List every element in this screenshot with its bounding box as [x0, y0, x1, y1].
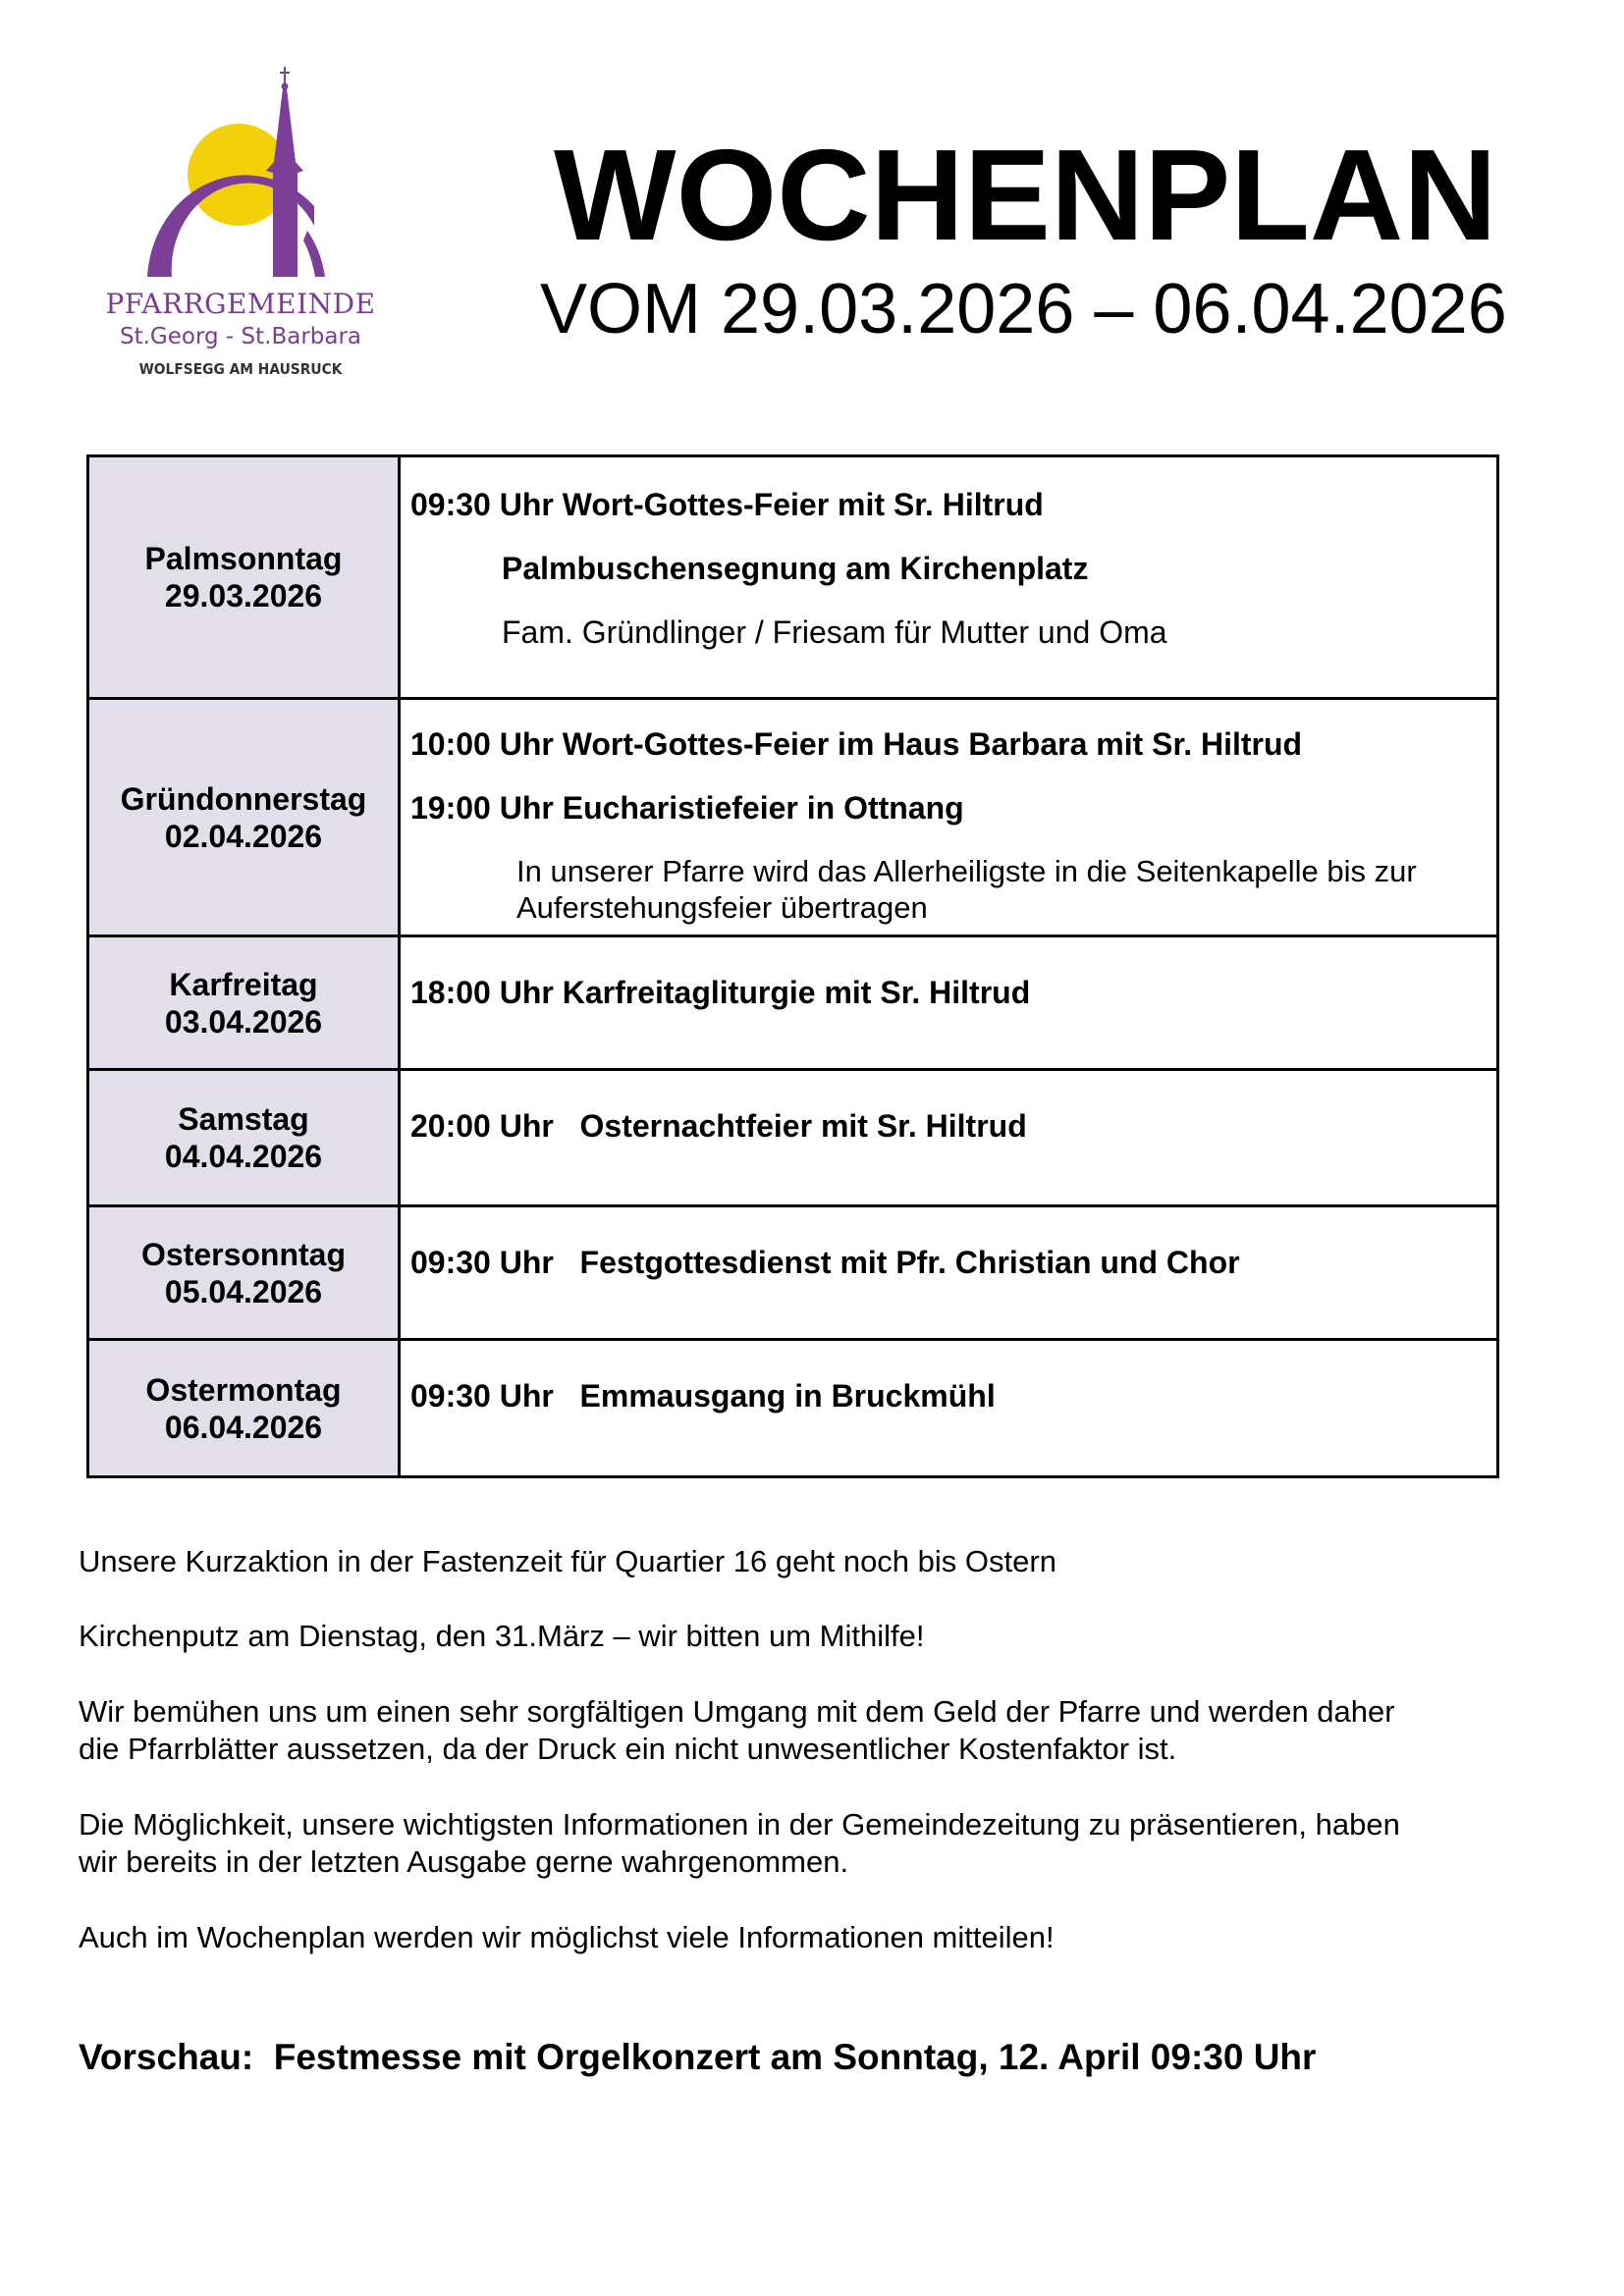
events-cell [400, 1206, 1498, 1340]
day-cell [88, 456, 400, 699]
date-range: VOM 29.03.2026 – 06.04.2026 [540, 270, 1507, 348]
events-cell [400, 936, 1498, 1070]
event-line: 20:00 Uhr Osternachtfeier mit Sr. Hiltrud [410, 1108, 1027, 1144]
day-name: Samstag [178, 1101, 309, 1137]
note-newspaper-line1: Die Möglichkeit, unsere wichtigsten Informationen in der Gemeindezeitung zu präsentieren, haben [79, 1807, 1400, 1842]
event-line: 09:30 Uhr Emmausgang in Bruckmühl [410, 1378, 996, 1414]
event-note: Fam. Gründlinger / Friesam für Mutter und Oma [502, 614, 1167, 650]
schedule-row [88, 1070, 1498, 1206]
note-fasting-campaign: Unsere Kurzaktion in der Fastenzeit für Quartier 16 geht noch bis Ostern [79, 1544, 1056, 1578]
event-line: 09:30 Uhr Wort-Gottes-Feier mit Sr. Hiltrud [410, 487, 1044, 522]
events-cell [400, 456, 1498, 699]
note-newspaper-line2: wir bereits in der letzten Ausgabe gerne wahrgenommen. [79, 1844, 849, 1879]
event-line: Palmbuschensegnung am Kirchenplatz [502, 551, 1089, 586]
day-cell [88, 1206, 400, 1340]
preview-announcement: Vorschau: Festmesse mit Orgelkonzert am Sonntag, 12. April 09:30 Uhr [79, 2037, 1317, 2077]
event-line: 09:30 Uhr Festgottesdienst mit Pfr. Christian und Chor [410, 1245, 1240, 1280]
event-note: Auferstehungsfeier übertragen [516, 890, 928, 925]
events-cell [400, 699, 1498, 936]
day-date: 03.04.2026 [164, 1003, 323, 1040]
logo-location: WOLFSEGG AM HAUSRUCK [138, 360, 343, 378]
day-name: Palmsonntag [144, 541, 343, 576]
event-note: In unserer Pfarre wird das Allerheiligste in die Seitenkapelle bis zur [516, 854, 1417, 888]
note-budget-line2: die Pfarrblätter aussetzen, da der Druck ein nicht unwesentlicher Kostenfaktor ist. [79, 1732, 1177, 1766]
day-name: Gründonnerstag [120, 780, 367, 817]
day-cell [88, 699, 400, 936]
day-cell [88, 1070, 400, 1206]
schedule-row [88, 456, 1498, 699]
church-sun-logo-icon [93, 59, 388, 290]
event-line: 18:00 Uhr Karfreitagliturgie mit Sr. Hiltrud [410, 975, 1031, 1010]
note-budget-line1: Wir bemühen uns um einen sehr sorgfältigen Umgang mit dem Geld der Pfarre und werden daher [79, 1694, 1395, 1729]
day-name: Ostermontag [145, 1371, 342, 1408]
day-cell [88, 1340, 400, 1477]
schedule-row [88, 936, 1498, 1070]
event-line: 10:00 Uhr Wort-Gottes-Feier im Haus Barbara mit Sr. Hiltrud [410, 726, 1303, 762]
arch-right-shape [303, 231, 325, 277]
day-date: 06.04.2026 [164, 1409, 323, 1445]
event-line: 19:00 Uhr Eucharistiefeier in Ottnang [410, 790, 964, 826]
logo-parish-name: PFARRGEMEINDE [105, 288, 376, 320]
day-date: 05.04.2026 [164, 1273, 323, 1309]
schedule-row [88, 1206, 1498, 1340]
day-cell [88, 936, 400, 1070]
day-name: Karfreitag [169, 966, 318, 1002]
note-church-cleaning: Kirchenputz am Dienstag, den 31.März – wir bitten um Mithilfe! [79, 1619, 925, 1653]
day-name: Ostersonntag [140, 1236, 347, 1272]
schedule-table [86, 454, 1499, 1478]
day-date: 02.04.2026 [164, 818, 323, 854]
parish-logo [93, 59, 388, 393]
day-date: 04.04.2026 [164, 1139, 323, 1174]
events-cell [400, 1340, 1498, 1477]
schedule-row [88, 699, 1498, 936]
events-cell [400, 1070, 1498, 1206]
day-date: 29.03.2026 [164, 578, 323, 614]
note-weekly-plan: Auch im Wochenplan werden wir möglichst viele Informationen mitteilen! [79, 1920, 1055, 1954]
logo-saints: St.Georg - St.Barbara [119, 324, 362, 349]
schedule-row [88, 1340, 1498, 1477]
page-title: WOCHENPLAN [554, 123, 1497, 267]
